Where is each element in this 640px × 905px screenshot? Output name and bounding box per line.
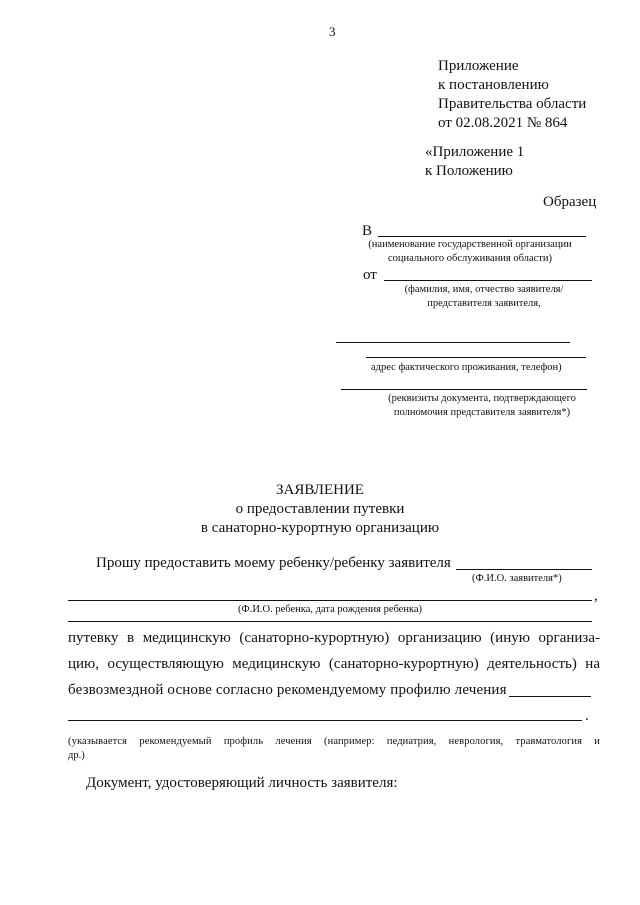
paragraph-line: безвозмездной основе согласно рекомендуемому профилю лечения bbox=[68, 682, 507, 698]
appendix-reference bbox=[425, 143, 524, 181]
paragraph-line: цию, осуществляющую медицинскую (санаторно-курортную) деятельность) на bbox=[68, 656, 600, 672]
paragraph-line: путевку в медицинскую (санаторно-курортную) организацию (иную организа- bbox=[68, 630, 600, 646]
child-caption: (Ф.И.О. ребенка, дата рождения ребенка) bbox=[237, 604, 423, 615]
appendix-reference-line: к Положению bbox=[425, 163, 513, 179]
appendix-header-line: Правительства области bbox=[438, 96, 587, 112]
to-prefix: В bbox=[362, 223, 373, 239]
applicant-field-line[interactable] bbox=[336, 342, 570, 343]
page-number: 3 bbox=[329, 24, 336, 39]
profile-note: (указывается рекомендуемый профиль лечения (например: педиатрия, неврология, травматология и bbox=[68, 736, 600, 747]
document-title bbox=[0, 481, 640, 538]
to-caption: (наименование государственной организации bbox=[368, 239, 572, 250]
title-line: о предоставлении путевки bbox=[235, 501, 405, 517]
applicant-name-field-line[interactable] bbox=[456, 569, 592, 570]
from-caption: представителя заявителя, bbox=[427, 298, 541, 309]
profile-field-line-2[interactable] bbox=[68, 720, 582, 721]
requisites-caption: (реквизиты документа, подтверждающего bbox=[388, 393, 576, 404]
address-field-line[interactable] bbox=[366, 357, 586, 358]
requisites-field-line[interactable] bbox=[341, 389, 587, 390]
applicant-caption: (Ф.И.О. заявителя*) bbox=[472, 573, 562, 584]
from-field-line[interactable] bbox=[384, 280, 592, 281]
request-line: Прошу предоставить моему ребенку/ребенку заявителя bbox=[96, 555, 451, 571]
profile-note: др.) bbox=[68, 750, 85, 761]
appendix-header bbox=[438, 57, 586, 133]
appendix-reference-line: «Приложение 1 bbox=[425, 144, 525, 160]
address-caption: адрес фактического проживания, телефон) bbox=[371, 362, 562, 373]
requisites-caption: полномочия представителя заявителя*) bbox=[393, 407, 571, 418]
id-document-line: Документ, удостоверяющий личность заявителя: bbox=[86, 775, 398, 791]
title-line: в санаторно-курортную организацию bbox=[200, 520, 440, 536]
child-field-line[interactable] bbox=[68, 600, 592, 601]
appendix-header-line: к постановлению bbox=[438, 77, 549, 93]
to-field-line[interactable] bbox=[378, 236, 586, 237]
sample-label: Образец bbox=[543, 194, 597, 210]
appendix-header-line: Приложение bbox=[438, 58, 519, 74]
period: . bbox=[585, 708, 589, 724]
child-field-line-2[interactable] bbox=[68, 621, 592, 622]
from-caption: (фамилия, имя, отчество заявителя/ bbox=[404, 284, 564, 295]
appendix-header-line: от 02.08.2021 № 864 bbox=[438, 115, 568, 131]
profile-field-line[interactable] bbox=[509, 696, 591, 697]
from-prefix: от bbox=[363, 267, 377, 283]
to-caption: социального обслуживания области) bbox=[388, 253, 552, 264]
title-line: ЗАЯВЛЕНИЕ bbox=[276, 482, 364, 498]
comma: , bbox=[594, 588, 598, 604]
